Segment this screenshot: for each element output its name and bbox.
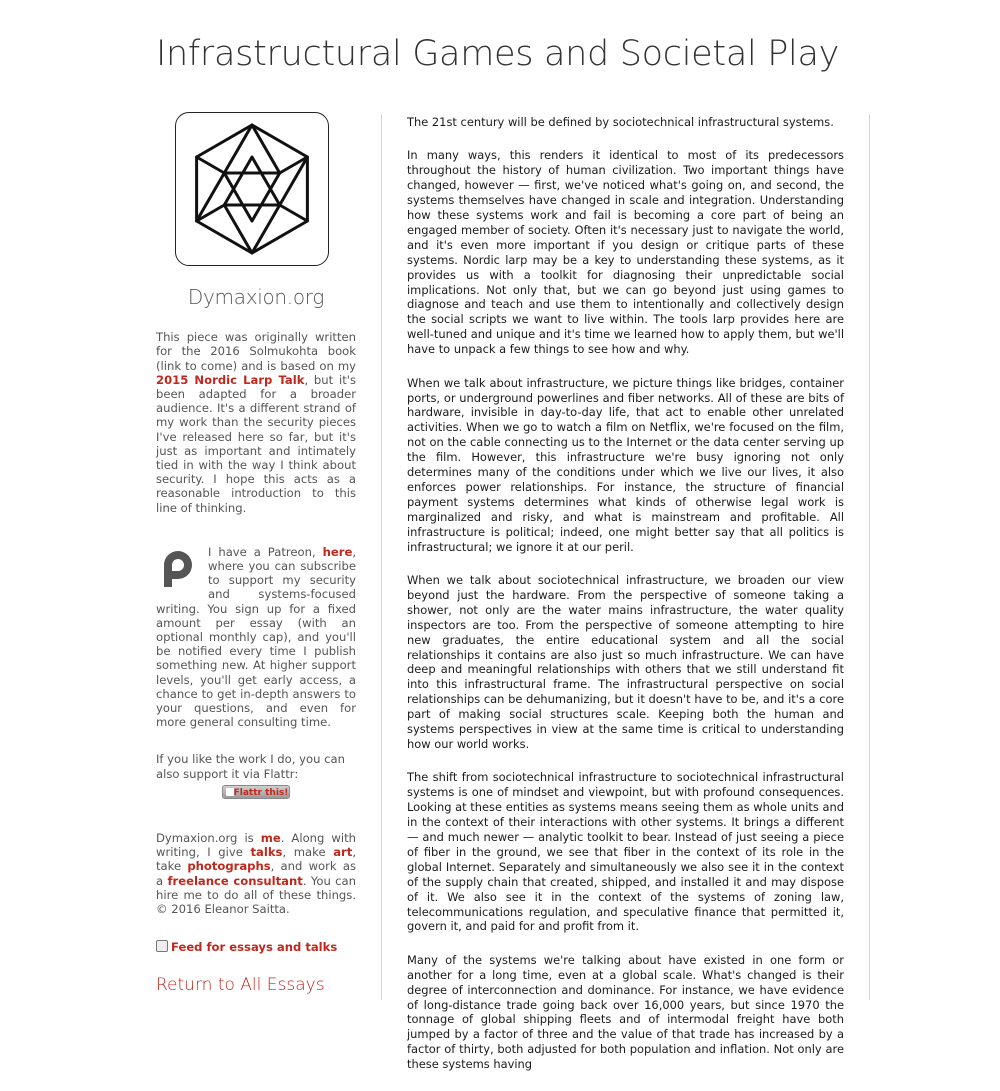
- flattr-icon: [226, 788, 234, 796]
- page-title: Infrastructural Games and Societal Play: [156, 34, 840, 74]
- flattr-text: If you like the work I do, you can also support it via Flattr:: [156, 752, 345, 781]
- content-divider-left: [381, 114, 382, 1000]
- about-text: Dymaxion.org is me. Along with writing, I give talks, make art, take photographs, and work as a freelance consultant. You can hire me to do all of these things. © 2016 Eleanor Saitta.: [156, 830, 357, 916]
- talks-link[interactable]: talks: [250, 845, 283, 860]
- patreon-link[interactable]: here: [322, 544, 353, 559]
- flattr-block: [156, 752, 356, 798]
- site-name[interactable]: Dymaxion.org: [187, 285, 325, 309]
- me-link[interactable]: me: [260, 830, 281, 845]
- essay-paragraph: When we talk about infrastructure, we picture things like bridges, container ports, or underground powerlines and fiber networks. All of these are bits of hardware, invisible in day-to-day life, that act to enable other unrelated activities. When we go to watch a film on Netflix, we're focused on the film, not on the cable connecting us to the Internet or the data center serving up the film. However, this infrastructure we're busy ignoring not only determines many of the conditions under which we live our lives, it also enforces power relationships. For instance, the structure of financial payment systems determines what kinds of otherwise legal work is marginalized and risky, and what is mainstream and profitable. All infrastructure is political; indeed, one might better say that all politics is infrastructural; we ignore it at our peril.: [407, 375, 844, 554]
- patreon-block: [156, 545, 356, 730]
- essay-paragraph: The shift from sociotechnical infrastructure to sociotechnical infrastructural systems is one of mindset and viewpoint, but with profound consequences. Looking at these entities as systems means seeing them as whole units and in the context of their interactions with other systems. It brings a different — and much newer — analytic toolkit to bear. Instead of just seeing a piece of fiber in the ground, we see that fiber in the context of its role in the global Internet. Separately and simultaneously we also see it in the context of the supply chain that created, shipped, and installed it and may dispose of it. We also see it in the context of the systems of zoning law, telecommunications regulation, and speculative finance that permitted it, govern it, and paid for and profit from it.: [407, 770, 844, 934]
- about-block: [156, 831, 356, 916]
- return-to-all-essays-link[interactable]: Return to All Essays: [156, 975, 325, 996]
- patreon-text: I have a Patreon, here, where you can subscribe to support my security and systems-focused writing. You sign up for a fixed amount per essay (with an optional monthly cap), and you'll be notified every time I publish something new. At higher support levels, you'll get early access, a chance to get in-depth answers to your questions, and even for more general consulting time.: [156, 544, 356, 730]
- freelance-consultant-link[interactable]: freelance consultant: [167, 873, 303, 888]
- content-divider-right: [869, 114, 870, 1000]
- art-link[interactable]: art: [333, 845, 353, 860]
- essay-paragraph: In many ways, this renders it identical to most of its predecessors throughout the history of human civilization. Two important things have changed, however — first, we've noticed what's going on, and second, the systems themselves have changed in scale and integration. Understanding how these systems work and fail is becoming a core part of being an engaged member of society. Often it's necessary just to navigate the world, and it's even more important if you design or critique parts of these systems. Nordic larp may be a key to understanding these systems, as it provides us with a toolkit for diagnosing their unpredictable social implications. Not only that, but we can go beyond just using games to diagnose and teach and use them to intentionally and collectively design the social scripts we want to live within. The tools larp provides here are well-tuned and unique and it's time we learned how to apply them, but we'll have to unpack a few things to see how and why.: [407, 148, 844, 357]
- feed-block: [156, 940, 356, 954]
- photographs-link[interactable]: photographs: [187, 859, 271, 874]
- essay-paragraph: Many of the systems we're talking about have existed in one form or another for a long time, even at a global scale. What's changed is their degree of interconnection and dominance. For instance, we have evidence of long-distance trade going back over 16,000 years, but since 1970 the tonnage of global shipping fleets and of intermodal freight have both jumped by a factor of three and the value of that trade has increased by a factor of thirty, both adjusted for both population and inflation. Not only are these systems having: [407, 952, 844, 1072]
- site-logo[interactable]: [175, 112, 329, 266]
- patreon-icon[interactable]: [156, 547, 200, 591]
- essay-paragraph: When we talk about sociotechnical infrastructure, we broaden our view beyond just the hardware. From the perspective of someone taking a shower, not only are the water mains infrastructure, the water quality inspectors are too. From the perspective of someone attempting to hire new graduates, the entire educational system and all the social relationships it contains are also just so much infrastructure. We can have deep and meaningful relationships with others that we still understand fit into this infrastructural frame. The infrastructural perspective on social relationships can be dehumanizing, but it doesn't have to be, and it's a core part of making social structures scale. Keeping both the human and systems perspectives in view at the same time is critical to understanding how our world works.: [407, 572, 844, 751]
- cuboctahedron-logo-icon: [182, 119, 322, 259]
- sidebar: [156, 112, 357, 996]
- flattr-button[interactable]: Flattr this!: [222, 785, 290, 799]
- essay-body: [407, 115, 844, 1091]
- nordic-larp-talk-link[interactable]: 2015 Nordic Larp Talk: [156, 372, 305, 387]
- rss-icon: [156, 940, 168, 952]
- intro-note: This piece was originally written for the 2016 Solmukohta book (link to come) and is based on my 2015 Nordic Larp Talk, but it's been adapted for a broader audience. It's a different strand of my work than the security pieces I've released here so far, but it's just as important and intimately tied in with the way I think about security. I hope this acts as a reasonable introduction to this line of thinking.: [156, 330, 356, 515]
- feed-link[interactable]: Feed for essays and talks: [171, 940, 338, 955]
- essay-paragraph: The 21st century will be defined by sociotechnical infrastructural systems.: [407, 115, 834, 129]
